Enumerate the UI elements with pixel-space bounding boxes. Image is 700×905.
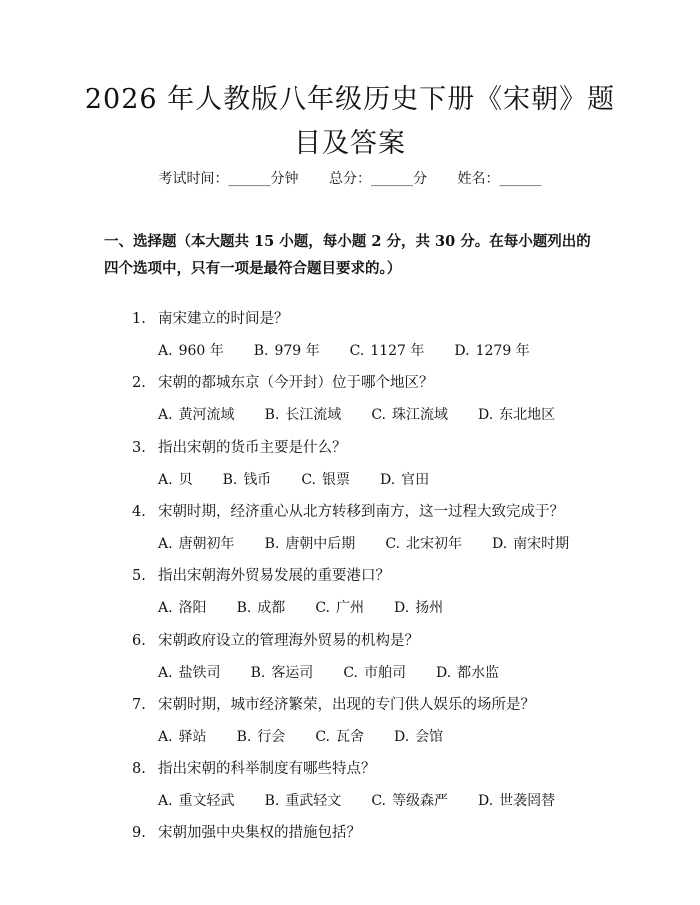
- option-text: 广州: [335, 600, 364, 617]
- answer-option[interactable]: [158, 341, 224, 361]
- option-text: 扬州: [415, 600, 444, 617]
- student-name-field: 姓名：______: [457, 171, 542, 187]
- answer-option[interactable]: [265, 791, 342, 811]
- total-score-field: 总分：______分: [329, 171, 427, 187]
- answer-option[interactable]: [158, 534, 235, 554]
- question-item: [132, 759, 612, 779]
- answer-option[interactable]: [371, 405, 448, 425]
- option-text: 成都: [257, 600, 286, 617]
- answer-option[interactable]: [371, 791, 448, 811]
- question-number: 4.: [132, 503, 146, 520]
- option-letter: B.: [264, 407, 280, 424]
- option-text: 贝: [178, 471, 193, 488]
- answer-option[interactable]: [158, 598, 207, 618]
- answer-option[interactable]: [158, 470, 193, 490]
- option-text: 会馆: [415, 728, 444, 745]
- question-text: 宋朝时期，经济重心从北方转移到南方，这一过程大致完成于？: [158, 503, 564, 520]
- question-text: 宋朝的都城东京（今开封）位于哪个地区？: [158, 375, 434, 392]
- option-text: 北宋初年: [405, 535, 462, 552]
- answer-option[interactable]: [394, 727, 443, 747]
- option-text: 1127 年: [370, 343, 425, 359]
- option-text: 南宋时期: [513, 535, 570, 552]
- answer-option[interactable]: [301, 470, 350, 490]
- answer-option[interactable]: [343, 663, 406, 683]
- option-letter: A.: [158, 535, 173, 552]
- question-item: [132, 566, 612, 586]
- question-text: 宋朝时期，城市经济繁荣，出现的专门供人娱乐的场所是？: [158, 696, 535, 713]
- answer-option[interactable]: [251, 663, 314, 683]
- option-row: [158, 534, 638, 554]
- option-letter: A.: [158, 343, 173, 359]
- option-text: 盐铁司: [178, 664, 221, 681]
- question-number: 6.: [132, 632, 146, 649]
- page-title: 2026 年人教版八年级历史下册《宋朝》题目及答案: [84, 84, 616, 159]
- option-text: 驿站: [178, 728, 207, 745]
- question-number: 5.: [132, 568, 146, 585]
- option-letter: B.: [264, 535, 280, 552]
- option-letter: C.: [371, 407, 386, 424]
- option-row: [158, 727, 638, 747]
- question-text: 指出宋朝海外贸易发展的重要港口？: [158, 568, 390, 585]
- option-row: [158, 598, 638, 618]
- answer-option[interactable]: [237, 727, 286, 747]
- option-text: 行会: [257, 728, 286, 745]
- option-letter: B.: [264, 793, 280, 810]
- option-text: 钱币: [243, 471, 272, 488]
- question-text: 宋朝政府设立的管理海外贸易的机构是？: [158, 632, 419, 649]
- option-letter: A.: [158, 728, 173, 745]
- option-letter: B.: [253, 343, 269, 359]
- answer-option[interactable]: [478, 791, 555, 811]
- option-text: 世袭罔替: [499, 793, 556, 810]
- answer-option[interactable]: [454, 341, 529, 361]
- option-letter: B.: [250, 664, 266, 681]
- answer-option[interactable]: [158, 405, 235, 425]
- answer-option[interactable]: [237, 598, 286, 618]
- answer-option[interactable]: [223, 470, 272, 490]
- option-text: 瓦舍: [335, 728, 364, 745]
- answer-option[interactable]: [158, 727, 207, 747]
- option-letter: A.: [158, 471, 173, 488]
- question-text: 宋朝加强中央集权的措施包括？: [158, 825, 361, 842]
- question-number: 7.: [132, 696, 146, 713]
- option-text: 银票: [321, 471, 350, 488]
- option-row: [158, 341, 638, 361]
- option-letter: D.: [477, 407, 494, 424]
- option-text: 唐朝初年: [178, 535, 235, 552]
- answer-option[interactable]: [380, 470, 429, 490]
- option-letter: C.: [349, 343, 365, 359]
- option-row: [158, 663, 638, 683]
- answer-option[interactable]: [436, 663, 499, 683]
- option-text: 黄河流域: [178, 407, 235, 424]
- option-text: 珠江流域: [391, 407, 448, 424]
- question-number: 9.: [132, 825, 146, 842]
- question-item: [132, 823, 612, 843]
- answer-option[interactable]: [350, 341, 425, 361]
- option-letter: D.: [477, 793, 494, 810]
- option-row: [158, 470, 638, 490]
- question-item: [132, 502, 612, 522]
- question-item: [132, 631, 612, 651]
- option-letter: D.: [435, 664, 452, 681]
- answer-option[interactable]: [158, 663, 221, 683]
- question-item: [132, 373, 612, 393]
- option-letter: C.: [315, 600, 330, 617]
- option-text: 重武轻文: [285, 793, 342, 810]
- option-letter: B.: [222, 471, 238, 488]
- question-item: [132, 438, 612, 458]
- question-number: 2.: [132, 375, 146, 392]
- answer-option[interactable]: [315, 727, 364, 747]
- answer-option[interactable]: [315, 598, 364, 618]
- answer-option[interactable]: [254, 341, 320, 361]
- option-letter: C.: [301, 471, 316, 488]
- question-text: 指出宋朝的科举制度有哪些特点？: [158, 761, 376, 778]
- question-item: [132, 309, 612, 329]
- answer-option[interactable]: [394, 598, 443, 618]
- exam-meta: [0, 168, 700, 188]
- question-text: 南宋建立的时间是？: [158, 311, 289, 327]
- option-text: 客运司: [271, 664, 314, 681]
- option-letter: A.: [158, 600, 173, 617]
- option-letter: B.: [236, 728, 252, 745]
- option-text: 960 年: [178, 343, 224, 359]
- exam-time-field: 考试时间：______分钟: [158, 171, 299, 187]
- option-letter: D.: [491, 535, 508, 552]
- option-text: 都水监: [457, 664, 500, 681]
- option-letter: C.: [371, 793, 386, 810]
- option-letter: A.: [158, 793, 173, 810]
- option-letter: D.: [393, 600, 410, 617]
- option-letter: C.: [385, 535, 400, 552]
- option-letter: D.: [454, 343, 470, 359]
- option-letter: D.: [379, 471, 396, 488]
- option-letter: B.: [236, 600, 252, 617]
- section-heading: 一、选择题（本大题共 15 小题，每小题 2 分，共 30 分。在每小题列出的四个选项中，只有一项是最符合题目要求的。）: [104, 233, 591, 277]
- option-text: 唐朝中后期: [285, 535, 356, 552]
- option-text: 重文轻武: [178, 793, 235, 810]
- question-number: 1.: [132, 311, 146, 327]
- option-letter: D.: [393, 728, 410, 745]
- question-number: 3.: [132, 439, 146, 456]
- question-item: [132, 695, 612, 715]
- option-row: [158, 791, 638, 811]
- answer-option[interactable]: [385, 534, 462, 554]
- option-text: 官田: [401, 471, 430, 488]
- option-letter: A.: [158, 407, 173, 424]
- option-letter: A.: [158, 664, 173, 681]
- option-row: [158, 405, 638, 425]
- option-text: 市舶司: [363, 664, 406, 681]
- answer-option[interactable]: [265, 405, 342, 425]
- answer-option[interactable]: [265, 534, 356, 554]
- question-text: 指出宋朝的货币主要是什么？: [158, 439, 347, 456]
- answer-option[interactable]: [492, 534, 569, 554]
- option-text: 洛阳: [178, 600, 207, 617]
- option-text: 长江流域: [285, 407, 342, 424]
- option-letter: C.: [343, 664, 358, 681]
- answer-option[interactable]: [478, 405, 555, 425]
- option-text: 979 年: [274, 343, 320, 359]
- answer-option[interactable]: [158, 791, 235, 811]
- option-text: 等级森严: [391, 793, 448, 810]
- question-number: 8.: [132, 761, 146, 778]
- option-letter: C.: [315, 728, 330, 745]
- option-text: 1279 年: [475, 343, 530, 359]
- option-text: 东北地区: [499, 407, 556, 424]
